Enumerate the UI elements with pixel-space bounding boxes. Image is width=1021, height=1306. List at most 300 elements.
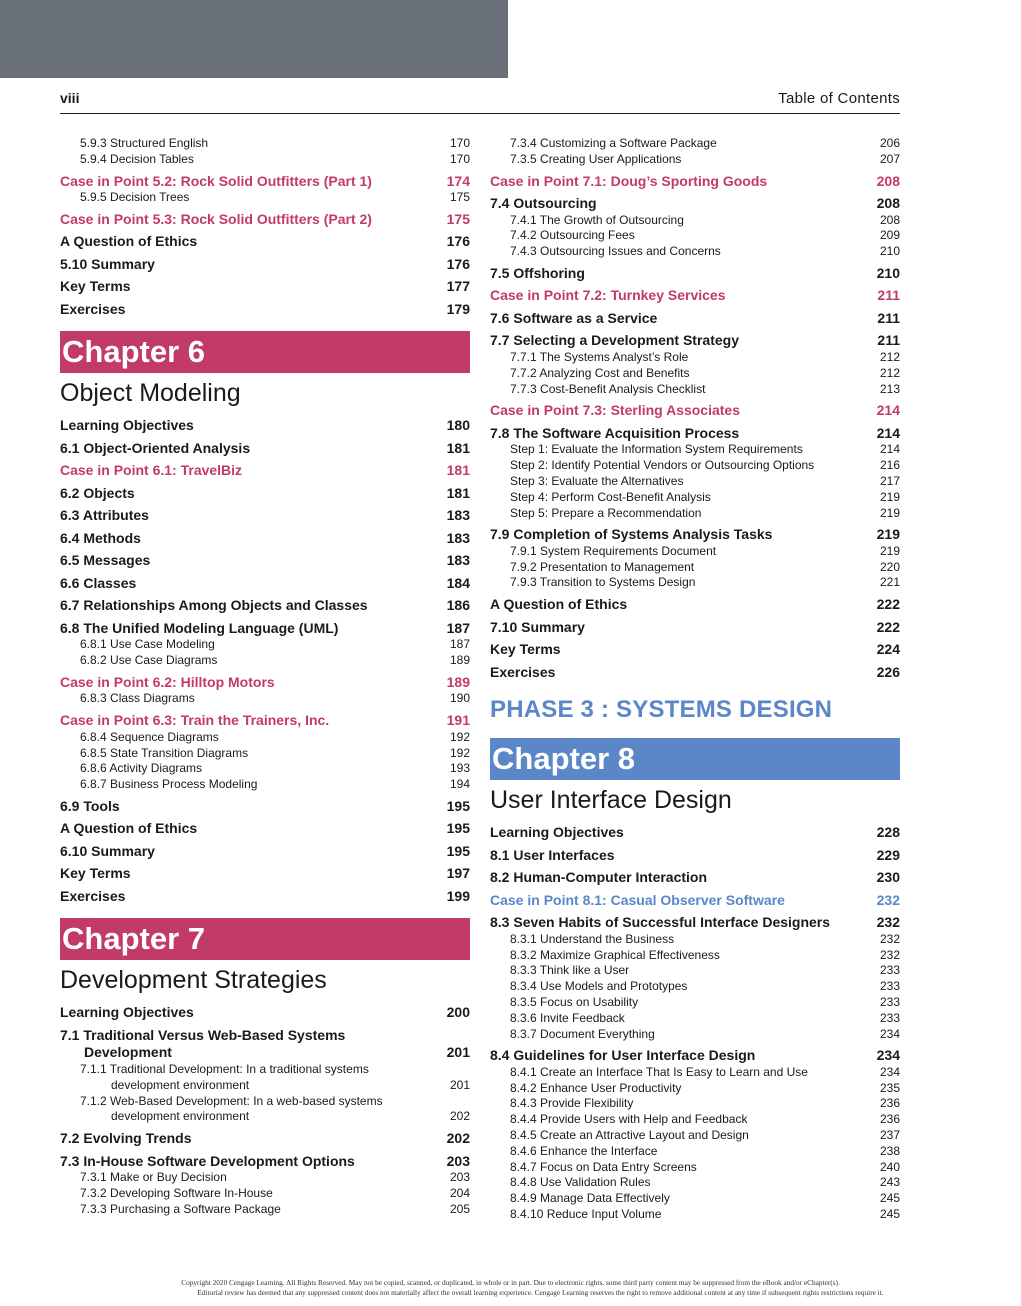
toc-subentry <box>490 458 900 474</box>
entry-title: 7.3.4 Customizing a Software Package <box>510 136 717 150</box>
entry-title: 8.3.4 Use Models and Prototypes <box>510 979 688 994</box>
entry-page-number: 214 <box>879 442 900 457</box>
entry-page-number: 179 <box>446 300 470 317</box>
entry-page-number: 222 <box>876 596 900 613</box>
entry-title: Case in Point 7.2: Turnkey Services <box>490 287 726 304</box>
entry-title: 6.8.7 Business Process Modeling <box>80 777 258 792</box>
entry-title: 8.4.8 Use Validation Rules <box>510 1175 651 1190</box>
entry-title: 5.9.3 Structured English <box>80 136 209 150</box>
entry-page-number: 229 <box>876 846 900 863</box>
case-in-point-entry <box>60 211 470 229</box>
entry-title: 6.8.3 Class Diagrams <box>80 691 195 706</box>
entry-page-number: 200 <box>446 1004 470 1021</box>
case-in-point-entry <box>490 173 900 191</box>
toc-subentry <box>490 948 900 964</box>
entry-page-number: 195 <box>446 820 470 837</box>
chapter-title: Development Strategies <box>60 966 327 995</box>
entry-page-number: 203 <box>446 1152 470 1169</box>
entry-title: 7.6 Software as a Service <box>490 309 658 326</box>
case-in-point-entry <box>60 712 470 730</box>
entry-page-number: 245 <box>879 1207 900 1221</box>
toc-subentry <box>490 575 900 591</box>
toc-entry <box>60 256 470 274</box>
toc-subentry <box>60 152 470 168</box>
entry-title: 6.5 Messages <box>60 552 151 569</box>
entry-title: 7.1.2 Web-Based Development: In a web-based systems development environment <box>80 1093 383 1124</box>
entry-title: 8.3.6 Invite Feedback <box>510 1010 625 1025</box>
entry-title: 6.8.6 Activity Diagrams <box>80 761 203 776</box>
entry-page-number: 221 <box>879 575 900 590</box>
entry-title: Case in Point 8.1: Casual Observer Software <box>490 891 785 908</box>
toc-subentry <box>490 1112 900 1128</box>
entry-title: Case in Point 7.3: Sterling Associates <box>490 402 741 419</box>
toc-entry <box>60 1004 470 1022</box>
toc-subentry <box>60 136 470 152</box>
entry-title: 7.2 Evolving Trends <box>60 1130 192 1147</box>
toc-subentry <box>490 1128 900 1144</box>
toc-entry <box>490 664 900 682</box>
entry-page-number: 233 <box>879 1010 900 1025</box>
entry-title: 8.3 Seven Habits of Successful Interface Designers <box>490 914 831 931</box>
entry-page-number: 214 <box>876 424 900 441</box>
running-header-title: Table of Contents <box>778 90 900 107</box>
toc-subentry <box>490 442 900 458</box>
entry-page-number: 240 <box>879 1159 900 1174</box>
entry-title: Case in Point 6.1: TravelBiz <box>60 462 243 479</box>
entry-title: 6.8 The Unified Modeling Language (UML) <box>60 619 339 636</box>
entry-page-number: 187 <box>446 619 470 636</box>
toc-list <box>490 136 900 681</box>
entry-page-number: 201 <box>446 1044 470 1061</box>
entry-title: Step 5: Prepare a Recommendation <box>510 505 702 520</box>
case-in-point-entry <box>60 674 470 692</box>
entry-title: 6.10 Summary <box>60 842 155 859</box>
toc-subentry <box>60 746 470 762</box>
entry-title: 8.4.2 Enhance User Productivity <box>510 1080 682 1095</box>
entry-page-number: 232 <box>879 947 900 962</box>
toc-entry <box>490 869 900 887</box>
header-color-band <box>0 0 508 78</box>
entry-page-number: 232 <box>876 891 900 908</box>
entry-title: 7.3 In-House Software Development Options <box>60 1152 355 1169</box>
toc-entry <box>490 195 900 213</box>
entry-page-number: 197 <box>446 865 470 882</box>
entry-title: 7.5 Offshoring <box>490 264 585 281</box>
entry-page-number: 211 <box>877 332 900 349</box>
entry-page-number: 176 <box>446 255 470 272</box>
entry-title: 7.3.1 Make or Buy Decision <box>80 1170 227 1185</box>
toc-subentry <box>490 932 900 948</box>
entry-page-number: 212 <box>879 365 900 380</box>
entry-page-number: 230 <box>876 869 900 886</box>
toc-entry <box>490 596 900 614</box>
entry-page-number: 232 <box>876 914 900 931</box>
entry-page-number: 192 <box>449 745 470 760</box>
entry-page-number: 224 <box>876 641 900 658</box>
entry-page-number: 234 <box>879 1026 900 1041</box>
header-divider <box>60 113 900 114</box>
entry-page-number: 216 <box>879 458 900 473</box>
entry-title: Case in Point 5.3: Rock Solid Outfitters (Part 2) <box>60 210 372 227</box>
entry-title: 7.9 Completion of Systems Analysis Tasks <box>490 526 773 543</box>
entry-page-number: 177 <box>446 278 470 295</box>
chapter-heading: Chapter 6 <box>60 331 470 373</box>
toc-subentry <box>60 190 470 206</box>
entry-title: Case in Point 5.2: Rock Solid Outfitters (Part 1) <box>60 172 372 189</box>
entry-title: 6.8.2 Use Case Diagrams <box>80 653 218 668</box>
toc-subentry <box>60 1202 470 1218</box>
entry-title: Step 4: Perform Cost-Benefit Analysis <box>510 489 711 504</box>
toc-subentry <box>60 1186 470 1202</box>
entry-title: 8.4.1 Create an Interface That Is Easy to Learn and Use <box>510 1064 808 1079</box>
toc-subentry <box>490 995 900 1011</box>
toc-subentry <box>490 1096 900 1112</box>
entry-title: 7.3.2 Developing Software In-House <box>80 1185 273 1200</box>
entry-page-number: 243 <box>879 1175 900 1190</box>
toc-entry <box>490 332 900 350</box>
entry-title: 6.8.4 Sequence Diagrams <box>80 729 219 744</box>
entry-page-number: 238 <box>879 1143 900 1158</box>
toc-subentry <box>490 1160 900 1176</box>
entry-page-number: 210 <box>876 264 900 281</box>
toc-subentry <box>490 560 900 576</box>
toc-subentry <box>490 506 900 522</box>
entry-page-number: 194 <box>449 777 470 792</box>
entry-title: 6.3 Attributes <box>60 507 149 524</box>
toc-subentry <box>490 1011 900 1027</box>
copyright-footer <box>0 1278 1021 1298</box>
toc-entry <box>60 417 470 435</box>
toc-subentry <box>490 979 900 995</box>
toc-entry <box>490 265 900 283</box>
case-in-point-entry <box>490 287 900 305</box>
entry-title: 8.4.4 Provide Users with Help and Feedback <box>510 1112 748 1127</box>
toc-subentry <box>490 350 900 366</box>
entry-title: 7.7.3 Cost-Benefit Analysis Checklist <box>510 381 706 396</box>
entry-title: Exercises <box>490 663 556 680</box>
entry-page-number: 183 <box>446 552 470 569</box>
toc-subentry <box>490 1207 900 1223</box>
toc-entry <box>490 641 900 659</box>
entry-page-number: 170 <box>449 151 470 166</box>
toc-subentry <box>60 730 470 746</box>
entry-title: 7.4.3 Outsourcing Issues and Concerns <box>510 244 721 259</box>
toc-entry <box>490 526 900 544</box>
entry-title: Exercises <box>60 887 126 904</box>
chapter-heading: Chapter 8 <box>490 738 900 780</box>
toc-list <box>60 417 470 905</box>
entry-title: 7.4 Outsourcing <box>490 195 597 212</box>
entry-title: 8.1 User Interfaces <box>490 846 615 863</box>
entry-title: 8.4 Guidelines for User Interface Design <box>490 1047 756 1064</box>
toc-entry <box>490 847 900 865</box>
entry-page-number: 184 <box>446 574 470 591</box>
toc-entry <box>60 1130 470 1148</box>
entry-title: Learning Objectives <box>60 1004 194 1021</box>
toc-entry <box>60 620 470 638</box>
toc-subentry <box>490 1144 900 1160</box>
toc-entry <box>490 914 900 932</box>
toc-subentry <box>60 777 470 793</box>
entry-title: 7.7.1 The Systems Analyst’s Role <box>510 349 689 364</box>
entry-page-number: 189 <box>446 673 470 690</box>
entry-title: Key Terms <box>60 865 131 882</box>
entry-page-number: 233 <box>879 994 900 1009</box>
entry-page-number: 195 <box>446 797 470 814</box>
entry-title: 6.7 Relationships Among Objects and Classes <box>60 597 368 614</box>
toc-subentry <box>490 136 900 152</box>
case-in-point-entry <box>490 402 900 420</box>
entry-title: 8.3.3 Think like a User <box>510 963 630 978</box>
entry-title: 8.3.7 Document Everything <box>510 1026 655 1041</box>
entry-title: 7.8 The Software Acquisition Process <box>490 424 740 441</box>
entry-title: 6.4 Methods <box>60 529 141 546</box>
entry-page-number: 193 <box>449 761 470 776</box>
entry-page-number: 214 <box>876 402 900 419</box>
entry-page-number: 202 <box>446 1130 470 1147</box>
entry-page-number: 203 <box>449 1170 470 1185</box>
entry-title: 8.3.2 Maximize Graphical Effectiveness <box>510 947 720 962</box>
entry-page-number: 217 <box>879 473 900 488</box>
entry-title: 7.4.2 Outsourcing Fees <box>510 228 635 243</box>
toc-entry <box>60 552 470 570</box>
entry-title: 5.10 Summary <box>60 255 155 272</box>
entry-title: 5.9.5 Decision Trees <box>80 190 190 205</box>
entry-title: Learning Objectives <box>490 824 624 841</box>
toc-subentry <box>490 382 900 398</box>
toc-subentry <box>60 1062 470 1094</box>
entry-page-number: 189 <box>449 653 470 668</box>
entry-page-number: 219 <box>879 489 900 504</box>
entry-page-number: 232 <box>879 931 900 946</box>
chapter-title: Object Modeling <box>60 379 241 408</box>
toc-entry <box>60 597 470 615</box>
toc-subentry <box>490 152 900 168</box>
entry-title: 5.9.4 Decision Tables <box>80 151 194 166</box>
entry-title: Case in Point 6.2: Hilltop Motors <box>60 673 275 690</box>
toc-subentry <box>60 637 470 653</box>
toc-entry <box>60 1027 470 1062</box>
entry-title: Key Terms <box>60 278 131 295</box>
toc-entry <box>60 1153 470 1171</box>
entry-page-number: 237 <box>879 1128 900 1143</box>
entry-page-number: 192 <box>449 729 470 744</box>
entry-page-number: 219 <box>879 543 900 558</box>
toc-subentry <box>490 1081 900 1097</box>
toc-subentry <box>60 691 470 707</box>
entry-page-number: 175 <box>449 190 470 205</box>
entry-title: 6.8.5 State Transition Diagrams <box>80 745 249 760</box>
entry-title: Step 2: Identify Potential Vendors or Outsourcing Options <box>510 458 815 473</box>
entry-page-number: 204 <box>449 1185 470 1200</box>
entry-page-number: 181 <box>446 439 470 456</box>
entry-page-number: 234 <box>879 1064 900 1079</box>
entry-title: 8.3.5 Focus on Usability <box>510 994 639 1009</box>
toc-entry <box>60 233 470 251</box>
entry-title: 8.3.1 Understand the Business <box>510 931 675 946</box>
entry-page-number: 207 <box>879 151 900 166</box>
toc-entry <box>60 278 470 296</box>
toc-entry <box>60 507 470 525</box>
entry-title: 8.4.6 Enhance the Interface <box>510 1143 658 1158</box>
entry-title: 7.7.2 Analyzing Cost and Benefits <box>510 365 690 380</box>
toc-subentry <box>60 653 470 669</box>
entry-title: Step 3: Evaluate the Alternatives <box>510 473 684 488</box>
entry-title: 8.4.7 Focus on Data Entry Screens <box>510 1159 697 1174</box>
toc-subentry <box>490 963 900 979</box>
toc-subentry <box>60 1170 470 1186</box>
toc-list <box>490 824 900 1223</box>
entry-title: 6.8.1 Use Case Modeling <box>80 637 215 652</box>
entry-page-number: 187 <box>449 637 470 652</box>
entry-title: 7.10 Summary <box>490 618 585 635</box>
toc-subentry <box>60 1094 470 1126</box>
entry-title: 7.1 Traditional Versus Web-Based Systems Development <box>60 1026 346 1061</box>
toc-right-column <box>490 136 900 1223</box>
entry-page-number: 234 <box>876 1047 900 1064</box>
phase-heading: PHASE 3 : SYSTEMS DESIGN <box>490 696 833 724</box>
entry-title: 8.4.9 Manage Data Effectively <box>510 1191 670 1206</box>
toc-entry <box>490 824 900 842</box>
chapter-title: User Interface Design <box>490 786 732 815</box>
case-in-point-entry <box>60 462 470 480</box>
toc-subentry <box>490 490 900 506</box>
entry-title: Case in Point 6.3: Train the Trainers, Inc. <box>60 712 330 729</box>
toc-subentry <box>490 1065 900 1081</box>
toc-entry <box>60 798 470 816</box>
entry-page-number: 245 <box>879 1191 900 1206</box>
toc-subentry <box>60 761 470 777</box>
entry-page-number: 201 <box>449 1077 470 1092</box>
entry-page-number: 226 <box>876 663 900 680</box>
entry-page-number: 176 <box>446 233 470 250</box>
toc-subentry <box>490 544 900 560</box>
toc-entry <box>60 485 470 503</box>
entry-title: 7.4.1 The Growth of Outsourcing <box>510 212 684 227</box>
copyright-line: Editorial review has deemed that any suppressed content does not materially affect the overall learning experience. Cengage Learning reserves the right to remove additional content at any time if subsequent rights restrictions require it. <box>197 1288 884 1297</box>
entry-page-number: 212 <box>879 349 900 364</box>
entry-page-number: 205 <box>449 1201 470 1216</box>
toc-entry <box>490 425 900 443</box>
entry-page-number: 211 <box>877 309 900 326</box>
case-in-point-entry <box>60 173 470 191</box>
toc-entry <box>60 575 470 593</box>
entry-title: 7.7 Selecting a Development Strategy <box>490 332 739 349</box>
toc-entry <box>60 888 470 906</box>
entry-page-number: 183 <box>446 529 470 546</box>
toc-entry <box>60 440 470 458</box>
entry-title: A Question of Ethics <box>490 596 628 613</box>
entry-page-number: 222 <box>876 618 900 635</box>
entry-page-number: 208 <box>876 195 900 212</box>
entry-title: 7.9.3 Transition to Systems Design <box>510 575 696 590</box>
toc-subentry <box>490 1027 900 1043</box>
entry-title: 8.2 Human-Computer Interaction <box>490 869 708 886</box>
entry-title: 7.9.1 System Requirements Document <box>510 543 717 558</box>
toc-entry <box>60 820 470 838</box>
entry-page-number: 170 <box>449 136 470 150</box>
entry-title: A Question of Ethics <box>60 820 198 837</box>
entry-title: 6.6 Classes <box>60 574 137 591</box>
entry-page-number: 210 <box>879 244 900 259</box>
copyright-line: Copyright 2020 Cengage Learning. All Rights Reserved. May not be copied, scanned, or duplicated, in whole or in part. Due to electronic rights, some third party content may be suppressed from the eBook and/or eChapter(s). <box>181 1278 840 1287</box>
entry-page-number: 220 <box>879 559 900 574</box>
entry-page-number: 181 <box>446 484 470 501</box>
chapter-heading: Chapter 7 <box>60 918 470 960</box>
entry-page-number: 180 <box>446 417 470 434</box>
entry-page-number: 181 <box>446 462 470 479</box>
entry-page-number: 186 <box>446 597 470 614</box>
entry-page-number: 206 <box>879 136 900 150</box>
entry-page-number: 219 <box>879 505 900 520</box>
entry-page-number: 174 <box>446 172 470 189</box>
entry-page-number: 208 <box>879 212 900 227</box>
toc-entry <box>490 310 900 328</box>
entry-title: A Question of Ethics <box>60 233 198 250</box>
toc-subentry <box>490 474 900 490</box>
entry-page-number: 233 <box>879 979 900 994</box>
toc-subentry <box>490 1191 900 1207</box>
toc-entry <box>60 865 470 883</box>
entry-page-number: 195 <box>446 842 470 859</box>
entry-page-number: 235 <box>879 1080 900 1095</box>
toc-subentry <box>490 366 900 382</box>
entry-title: 7.3.3 Purchasing a Software Package <box>80 1201 281 1216</box>
entry-page-number: 199 <box>446 887 470 904</box>
entry-title: 6.1 Object-Oriented Analysis <box>60 439 251 456</box>
entry-page-number: 191 <box>446 712 470 729</box>
toc-left-column <box>60 136 470 1218</box>
toc-entry <box>60 301 470 319</box>
entry-page-number: 219 <box>876 526 900 543</box>
entry-page-number: 183 <box>446 507 470 524</box>
toc-subentry <box>490 1175 900 1191</box>
entry-title: Case in Point 7.1: Doug’s Sporting Goods <box>490 172 768 189</box>
page-number: viii <box>60 90 80 106</box>
entry-page-number: 209 <box>879 228 900 243</box>
entry-page-number: 202 <box>449 1109 470 1124</box>
entry-page-number: 208 <box>876 172 900 189</box>
entry-title: 8.4.10 Reduce Input Volume <box>510 1207 662 1221</box>
entry-title: 6.9 Tools <box>60 797 120 814</box>
toc-subentry <box>490 244 900 260</box>
entry-page-number: 175 <box>446 210 470 227</box>
entry-page-number: 211 <box>877 287 900 304</box>
toc-entry <box>60 530 470 548</box>
entry-title: 6.2 Objects <box>60 484 135 501</box>
entry-page-number: 236 <box>879 1112 900 1127</box>
toc-list <box>60 136 470 318</box>
entry-title: Step 1: Evaluate the Information System Requirements <box>510 442 803 457</box>
toc-entry <box>490 619 900 637</box>
toc-entry <box>60 843 470 861</box>
toc-entry <box>490 1047 900 1065</box>
entry-title: Key Terms <box>490 641 561 658</box>
entry-page-number: 190 <box>449 691 470 706</box>
toc-list <box>60 1004 470 1217</box>
entry-page-number: 236 <box>879 1096 900 1111</box>
entry-page-number: 228 <box>876 824 900 841</box>
case-in-point-entry <box>490 892 900 910</box>
entry-title: 8.4.3 Provide Flexibility <box>510 1096 634 1111</box>
entry-title: 7.9.2 Presentation to Management <box>510 559 695 574</box>
toc-subentry <box>490 213 900 229</box>
entry-title: Exercises <box>60 300 126 317</box>
entry-page-number: 233 <box>879 963 900 978</box>
entry-title: Learning Objectives <box>60 417 194 434</box>
entry-title: 7.3.5 Creating User Applications <box>510 151 682 166</box>
toc-subentry <box>490 228 900 244</box>
